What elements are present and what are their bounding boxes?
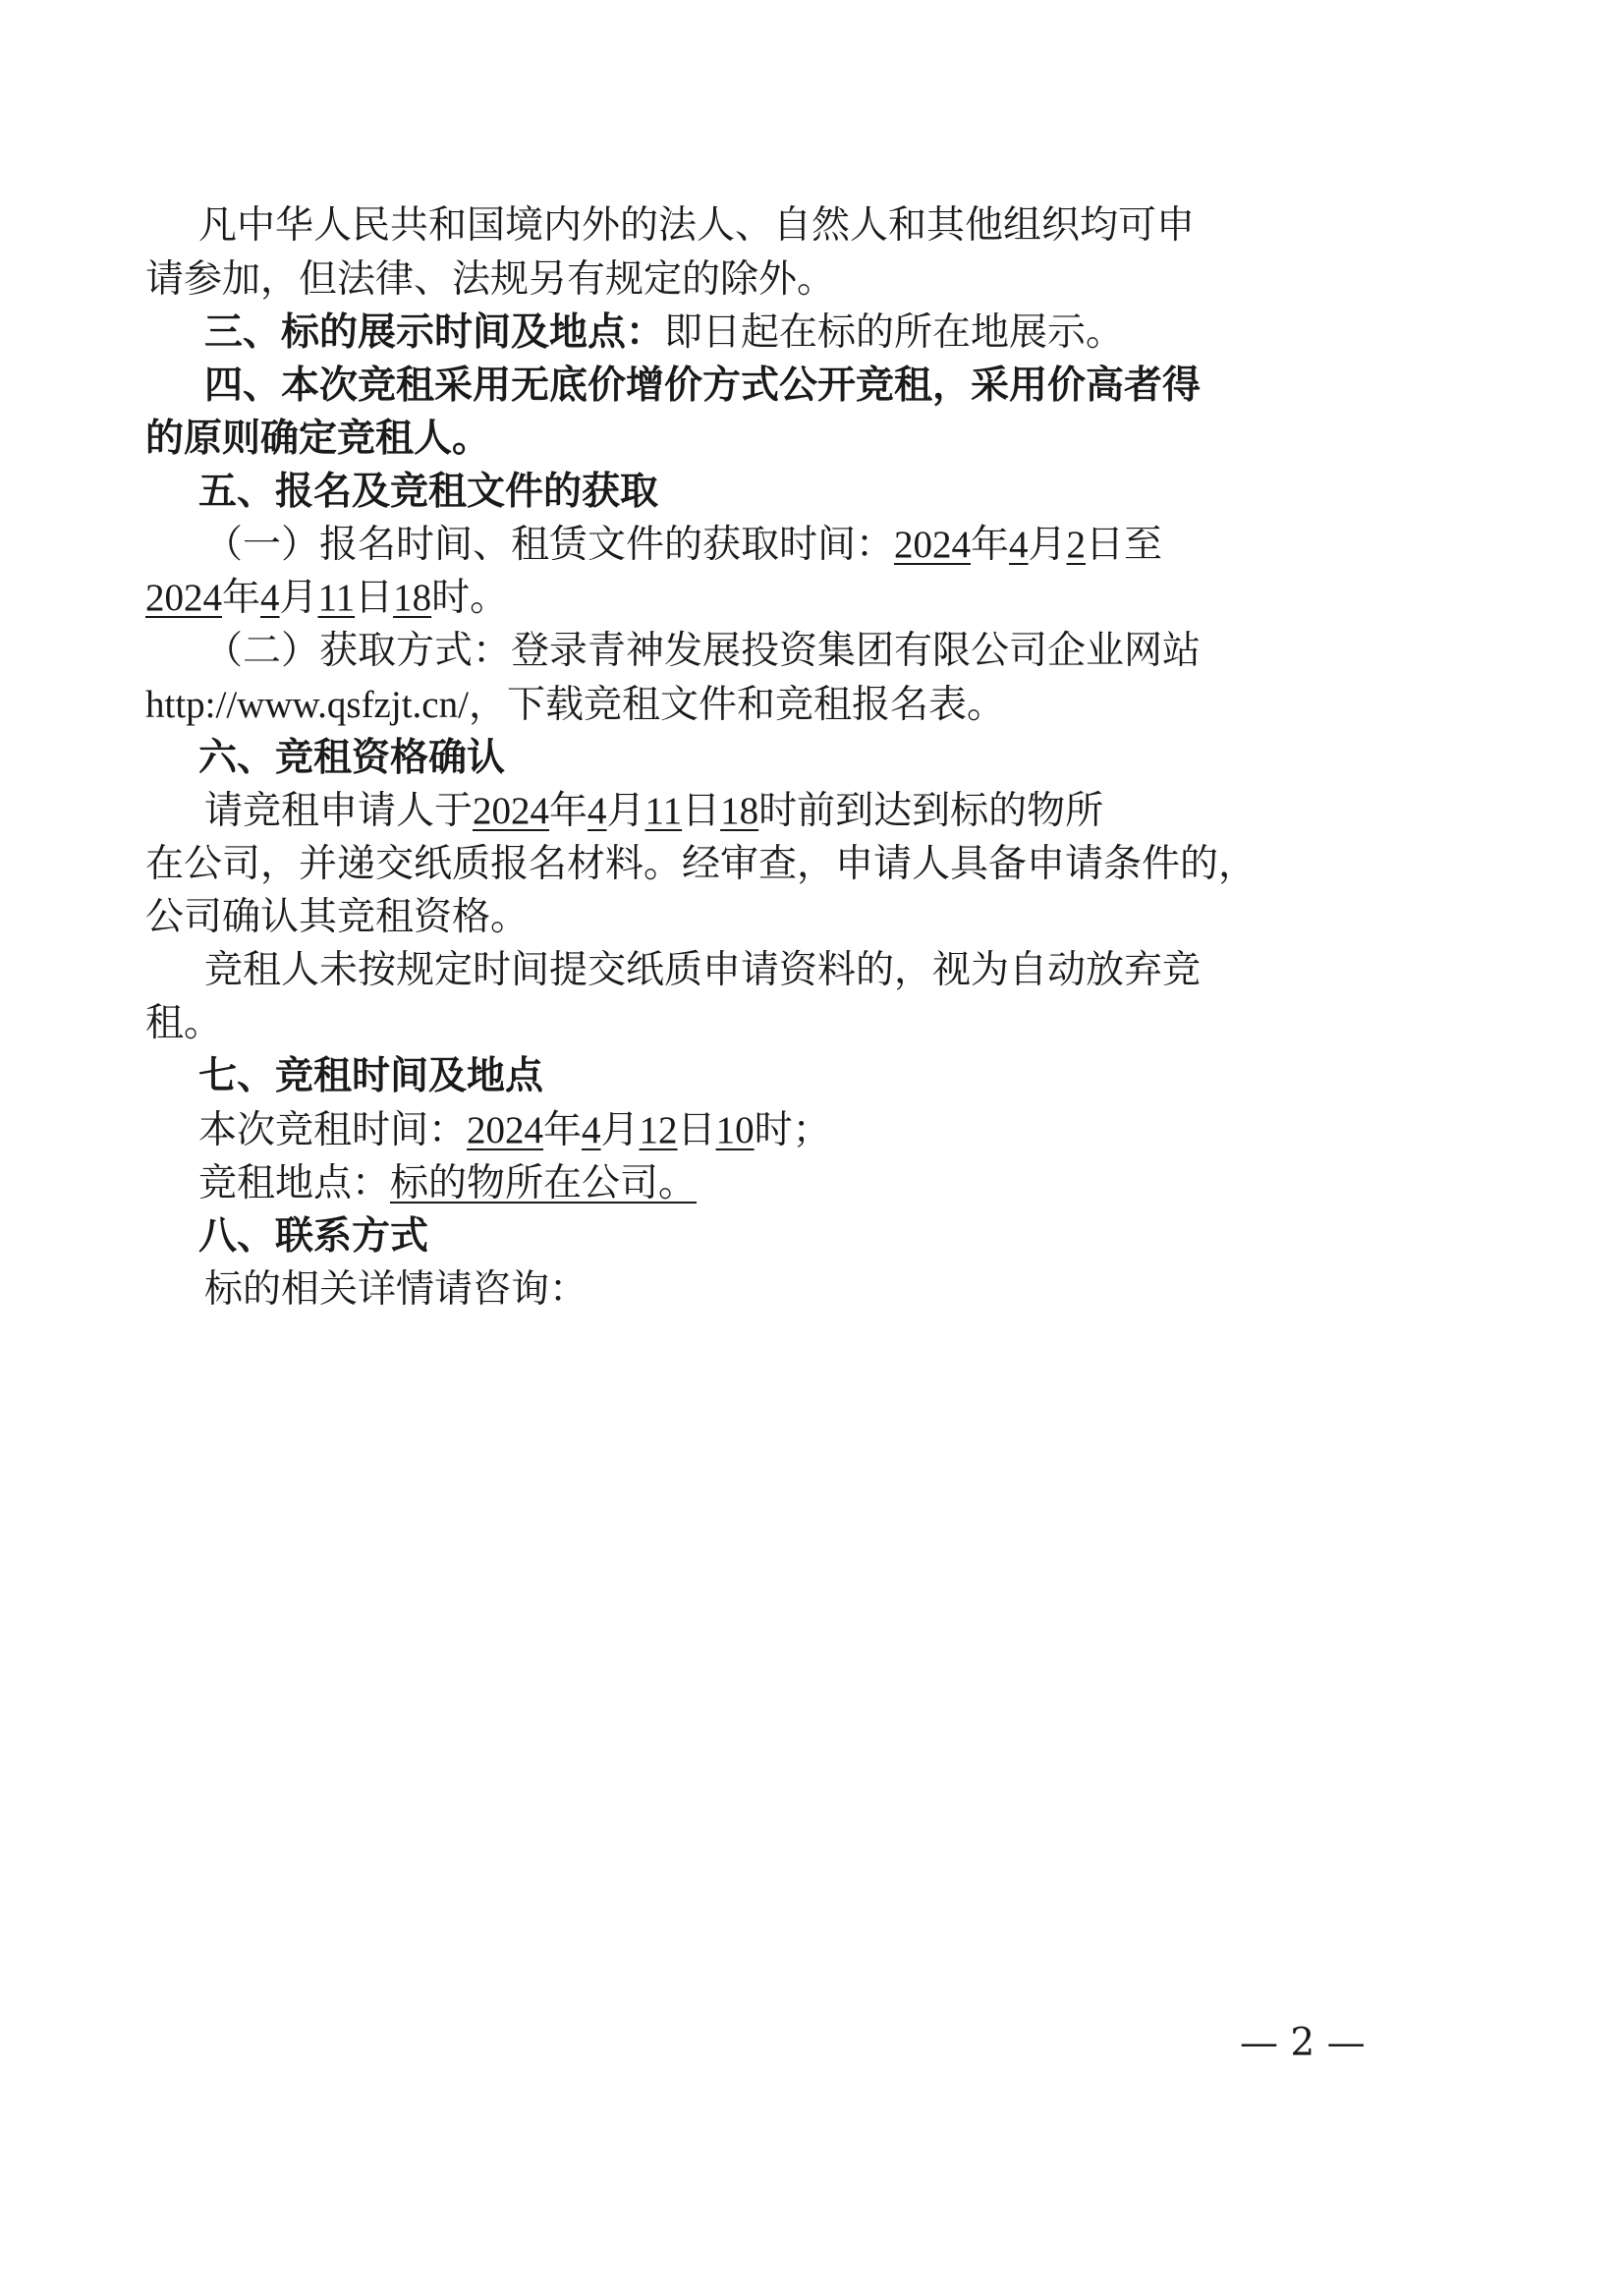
section-6-p2-line-2: 租。 — [145, 1001, 223, 1045]
section-7-time — [198, 1103, 831, 1158]
auction-day: 12 — [639, 1109, 678, 1151]
year-char: 年 — [549, 789, 588, 833]
end-month: 4 — [260, 577, 280, 619]
section-5-heading: 五、报名及竞租文件的获取 — [198, 470, 659, 514]
deadline-hour: 18 — [720, 790, 759, 832]
section-4-line-2: 的原则确定竞租人。 — [145, 417, 491, 461]
section-6-p1-line-3: 公司确认其竞租资格。 — [145, 895, 530, 939]
paragraph-eligibility-line-1: 凡中华人民共和国境内外的法人、自然人和其他组织均可申 — [198, 203, 1196, 248]
section-3 — [204, 306, 1124, 361]
section-5-1-line-1 — [204, 518, 1162, 573]
deadline-year: 2024 — [473, 790, 550, 832]
start-day: 2 — [1066, 524, 1087, 566]
section-8-text: 标的相关详情请咨询： — [204, 1267, 588, 1312]
end-hour: 18 — [393, 577, 432, 619]
auction-month: 4 — [582, 1109, 601, 1151]
section-6-p1-text-b: 时前到达到标的物所 — [758, 789, 1104, 833]
year-char: 年 — [222, 576, 261, 620]
paragraph-eligibility-line-2: 请参加，但法律、法规另有规定的除外。 — [145, 257, 836, 302]
end-day: 11 — [317, 577, 356, 619]
end-year: 2024 — [145, 577, 222, 619]
website-url[interactable]: http://www.qsfzjt.cn/ — [145, 684, 469, 726]
hour-char: 时。 — [431, 576, 509, 620]
section-6-p1-text-a: 请竞租申请人于 — [204, 789, 474, 833]
section-6-p2-line-1: 竞租人未按规定时间提交纸质申请资料的，视为自动放弃竞 — [204, 948, 1202, 992]
page-number: — 2 — — [1240, 2021, 1366, 2065]
start-month: 4 — [1009, 524, 1029, 566]
auction-place: 标的物所在公司。 — [390, 1161, 698, 1205]
day-to-char: 日至 — [1086, 523, 1163, 567]
day-char: 日 — [682, 789, 721, 833]
month-char: 月 — [606, 789, 645, 833]
year-char: 年 — [543, 1108, 583, 1152]
day-char: 日 — [355, 576, 394, 620]
auction-place-label: 竞租地点： — [198, 1161, 391, 1205]
deadline-month: 4 — [588, 790, 607, 832]
section-5-2-rest: ，下载竞租文件和竞租报名表。 — [468, 683, 1005, 727]
section-5-2-line-2 — [145, 678, 1005, 733]
auction-year: 2024 — [467, 1109, 544, 1151]
section-8-heading: 八、联系方式 — [198, 1214, 429, 1259]
section-4-line-1: 四、本次竞租采用无底价增价方式公开竞租，采用价高者得 — [204, 364, 1202, 408]
section-6-p1-line-2: 在公司，并递交纸质报名材料。经审查，申请人具备申请条件的， — [145, 842, 1258, 886]
month-char: 月 — [279, 576, 318, 620]
section-6-heading: 六、竞租资格确认 — [198, 736, 506, 780]
auction-hour: 10 — [715, 1109, 755, 1151]
deadline-day: 11 — [644, 790, 683, 832]
section-7-heading: 七、竞租时间及地点 — [198, 1054, 544, 1098]
section-3-heading: 三、标的展示时间及地点： — [204, 310, 665, 355]
section-6-p1-line-1 — [204, 784, 1103, 839]
section-3-text: 即日起在标的所在地展示。 — [664, 310, 1125, 355]
start-year: 2024 — [894, 524, 972, 566]
section-5-2-line-1: （二）获取方式：登录青神发展投资集团有限公司企业网站 — [204, 629, 1202, 673]
section-5-1-prefix: （一）报名时间、租赁文件的获取时间： — [204, 523, 895, 567]
month-char: 月 — [1028, 523, 1067, 567]
year-char: 年 — [971, 523, 1010, 567]
auction-time-label: 本次竞租时间： — [198, 1108, 468, 1152]
section-7-place — [198, 1156, 697, 1211]
month-char: 月 — [600, 1108, 640, 1152]
hour-char: 时； — [754, 1108, 831, 1152]
day-char: 日 — [677, 1108, 716, 1152]
section-5-1-line-2 — [145, 571, 508, 626]
